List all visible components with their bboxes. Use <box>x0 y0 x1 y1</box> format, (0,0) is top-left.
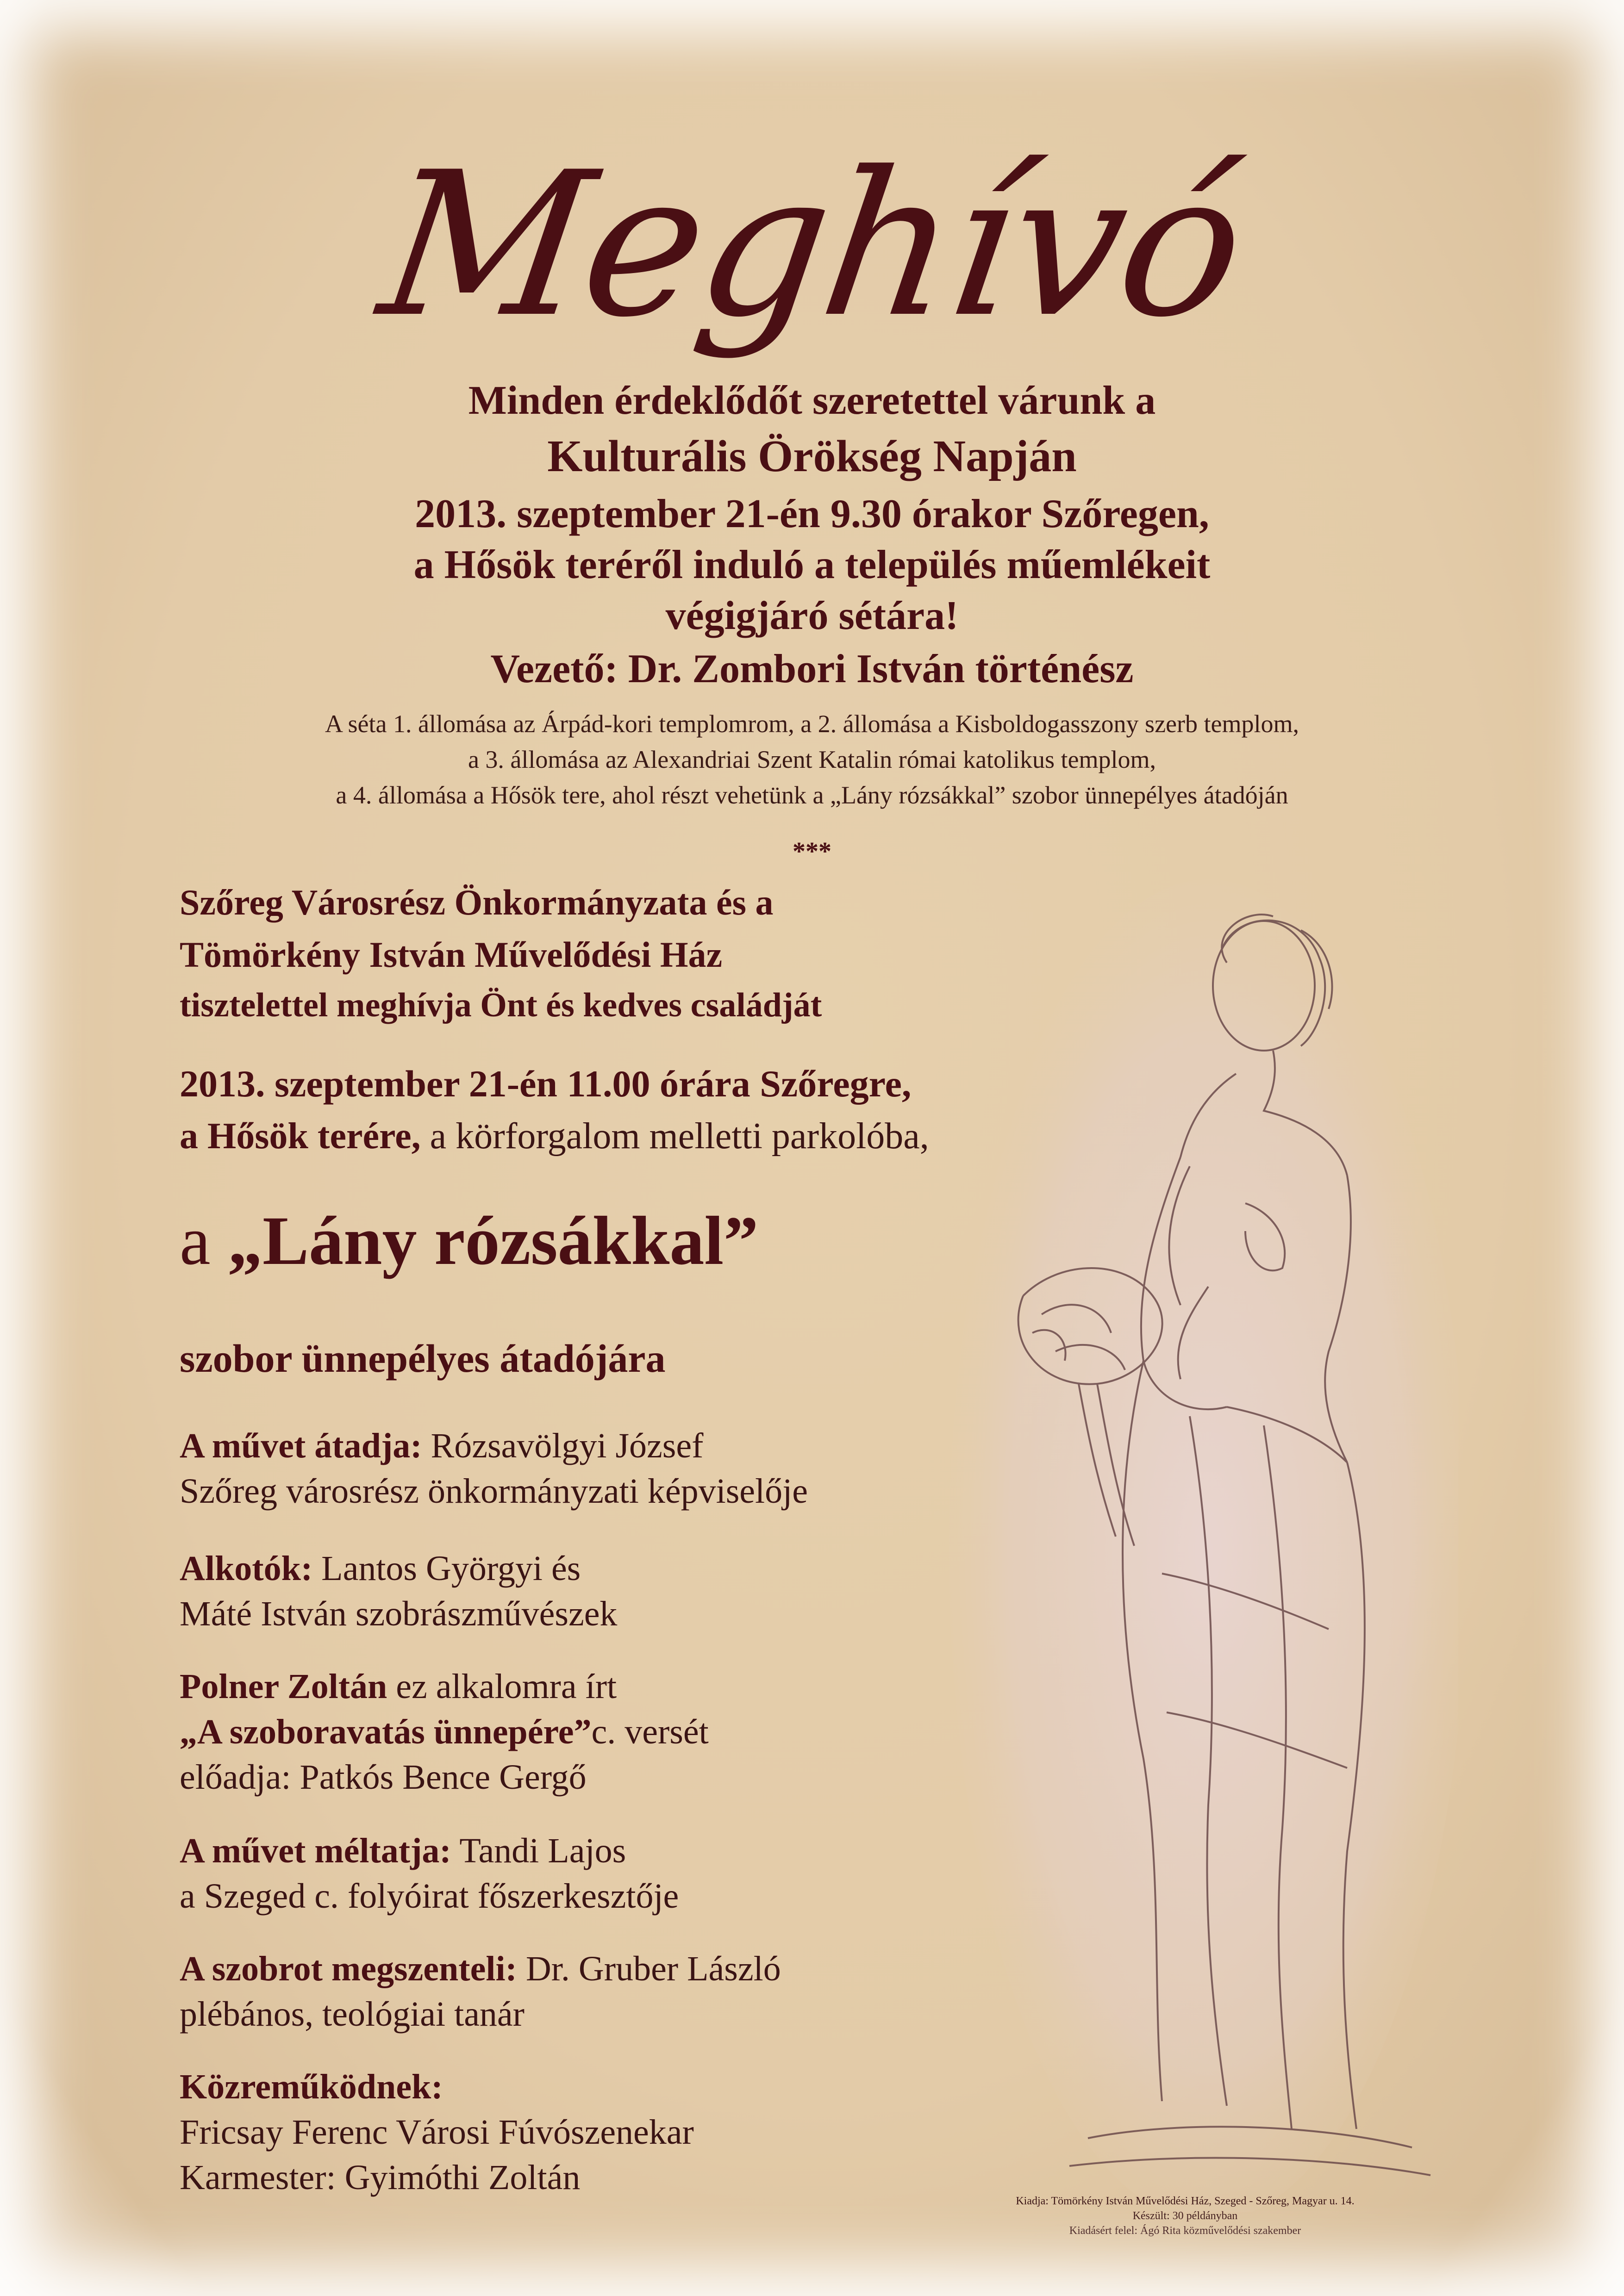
intro-line-1: Minden érdeklődőt szeretettel várunk a <box>468 378 1156 423</box>
intro-line-5: végigjáró sétára! <box>665 593 959 638</box>
statue-title-name: „Lány rózsákkal” <box>228 1202 759 1279</box>
intro-line-4: a Hősök teréről induló a település műemlékeit <box>413 542 1211 587</box>
program-blessing <box>180 1946 781 2037</box>
statue-title-prefix: a <box>180 1202 228 1279</box>
contrib-label: Közreműködnek: <box>180 2067 443 2106</box>
program-poem <box>180 1664 709 1800</box>
bless-role: plébános, teológiai tanár <box>180 1995 525 2034</box>
statue-title <box>180 1201 758 1281</box>
program-praise <box>180 1828 679 1919</box>
poet-name: Polner Zoltán <box>180 1667 387 1706</box>
intro-line-6: Vezető: Dr. Zombori István történész <box>490 647 1134 691</box>
handover-label: A művet átadja: <box>180 1426 422 1465</box>
program-handover <box>180 1423 808 1514</box>
contrib-conductor: Karmester: Gyimóthi Zoltán <box>180 2158 581 2197</box>
page-title: Meghívó <box>369 130 1255 361</box>
credits-line-2: Készült: 30 példányban <box>1132 2210 1238 2222</box>
creators-names: Lantos Györgyi és <box>312 1549 581 1588</box>
station-line-1: A séta 1. állomása az Árpád-kori templomrom, a 2. állomása a Kisboldogasszony szerb templom, <box>325 710 1299 738</box>
creators-label: Alkotók: <box>180 1549 313 1588</box>
event-location <box>180 1115 929 1157</box>
program-creators <box>180 1546 617 1636</box>
creators-role: Máté István szobrászművészek <box>180 1594 618 1633</box>
poem-title: „A szoboravatás ünnepére” <box>180 1712 592 1751</box>
praise-name: Tandi Lajos <box>451 1831 626 1870</box>
program-contributors <box>180 2064 694 2200</box>
event-subtitle: szobor ünnepélyes átadójára <box>180 1336 666 1381</box>
poem-rest: c. versét <box>591 1712 709 1751</box>
credits-line-1: Kiadja: Tömörkény István Művelődési Ház, Szeged - Szőreg, Magyar u. 14. <box>1016 2195 1355 2207</box>
station-line-2: a 3. állomása az Alexandriai Szent Katalin római katolikus templom, <box>468 746 1156 773</box>
separator: *** <box>793 837 831 866</box>
intro-line-2: Kulturális Örökség Napján <box>547 431 1077 481</box>
organizer-line-2: Tömörkény István Művelődési Ház <box>180 934 723 975</box>
event-location-rest: a körforgalom melletti parkolóba, <box>420 1116 929 1157</box>
event-location-bold: a Hősök terére, <box>180 1116 421 1157</box>
praise-label: A művet méltatja: <box>180 1831 451 1870</box>
bless-label: A szobrot megszenteli: <box>180 1949 517 1988</box>
statue-sketch-image <box>949 879 1458 2212</box>
publisher-credits <box>995 2194 1375 2238</box>
bless-name: Dr. Gruber László <box>517 1949 781 1988</box>
poet-rest: ez alkalomra írt <box>387 1667 617 1706</box>
organizer-line-3: tisztelettel meghívja Önt és kedves családját <box>180 986 822 1024</box>
praise-role: a Szeged c. folyóirat főszerkesztője <box>180 1877 679 1916</box>
organizer-line-1: Szőreg Városrész Önkormányzata és a <box>180 882 774 922</box>
station-line-3: a 4. állomása a Hősök tere, ahol részt vehetünk a „Lány rózsákkal” szobor ünnepélyes átadóján <box>336 781 1288 809</box>
handover-name: Rózsavölgyi József <box>422 1426 704 1465</box>
credits-line-3: Kiadásért felel: Ágó Rita közművelődési szakember <box>1069 2225 1301 2237</box>
poem-performer: előadja: Patkós Bence Gergő <box>180 1758 587 1797</box>
event-date: 2013. szeptember 21-én 11.00 órára Szőregre, <box>180 1063 912 1105</box>
contrib-band: Fricsay Ferenc Városi Fúvószenekar <box>180 2113 694 2152</box>
intro-line-3: 2013. szeptember 21-én 9.30 órakor Szőregen, <box>415 492 1209 536</box>
handover-role: Szőreg városrész önkormányzati képviselője <box>180 1472 808 1511</box>
